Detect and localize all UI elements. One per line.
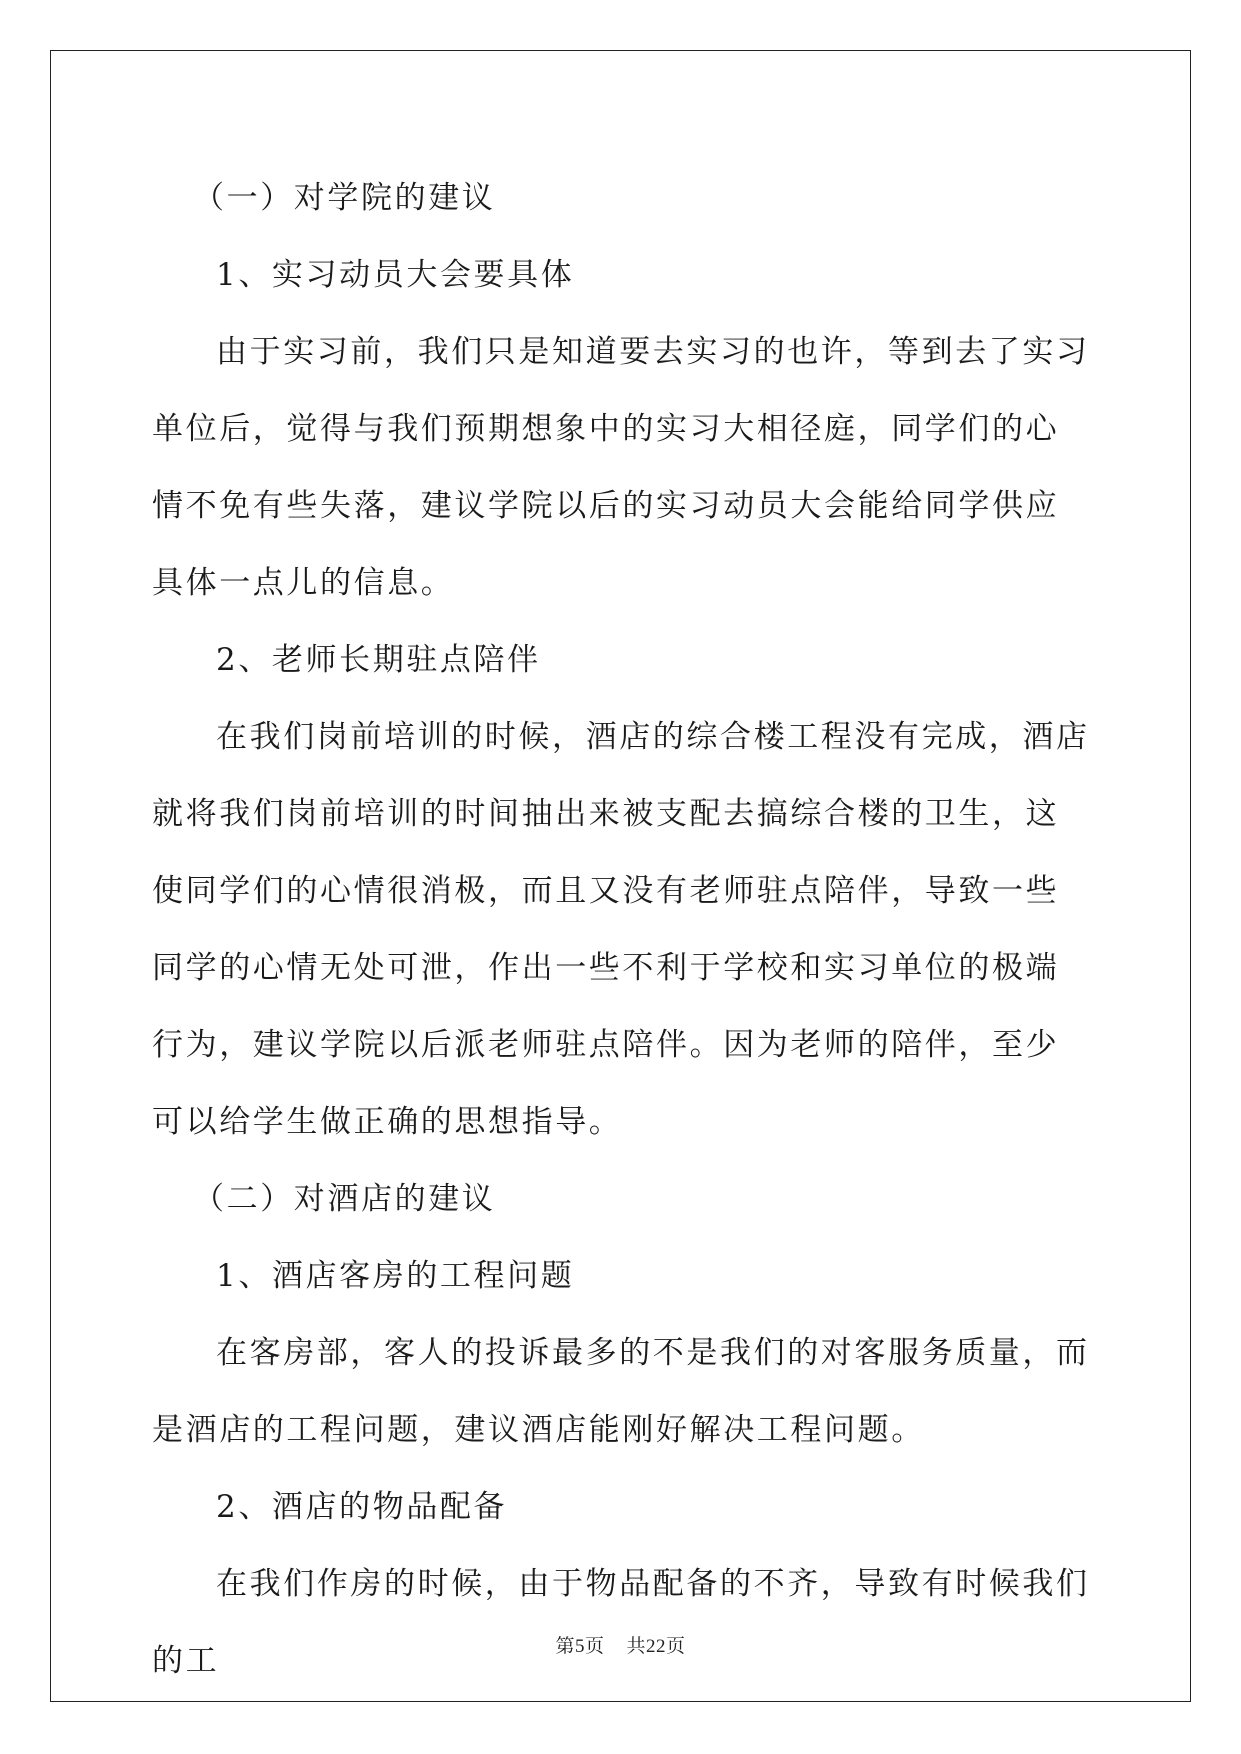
item-heading-teacher-accompany: 2、老师长期驻点陪伴 (216, 642, 541, 678)
paragraph-room-engineering: 在客房部，客人的投诉最多的不是我们的对客服务质量，而是酒店的工程问题，建议酒店能刚好解决工程问题。 (152, 1335, 1090, 1448)
section-heading-hotel: （二）对酒店的建议 (193, 1181, 496, 1217)
page-number: 第5页 (555, 1636, 605, 1657)
section-heading-college: （一）对学院的建议 (193, 180, 496, 216)
paragraph-mobilization-meeting: 由于实习前，我们只是知道要去实习的也许，等到去了实习单位后，觉得与我们预期想象中的实习大相径庭，同学们的心情不免有些失落，建议学院以后的实习动员大会能给同学供应具体一点儿的信息。 (152, 334, 1090, 601)
item-heading-supplies: 2、酒店的物品配备 (216, 1489, 508, 1525)
item-heading-mobilization-meeting: 1、实习动员大会要具体 (216, 257, 575, 293)
page-footer (0, 1631, 1241, 1658)
page-total: 共22页 (626, 1636, 686, 1657)
paragraph-supplies: 在我们作房的时候，由于物品配备的不齐，导致有时候我们的工 (152, 1566, 1090, 1679)
document-body (152, 160, 1092, 1700)
paragraph-teacher-accompany: 在我们岗前培训的时候，酒店的综合楼工程没有完成，酒店就将我们岗前培训的时间抽出来被支配去搞综合楼的卫生，这使同学们的心情很消极，而且又没有老师驻点陪伴，导致一些同学的心情无处可泄，作出一些不利于学校和实习单位的极端行为，建议学院以后派老师驻点陪伴。因为老师的陪伴，至少可以给学生做正确的思想指导。 (152, 719, 1090, 1140)
item-heading-room-engineering: 1、酒店客房的工程问题 (216, 1258, 575, 1294)
